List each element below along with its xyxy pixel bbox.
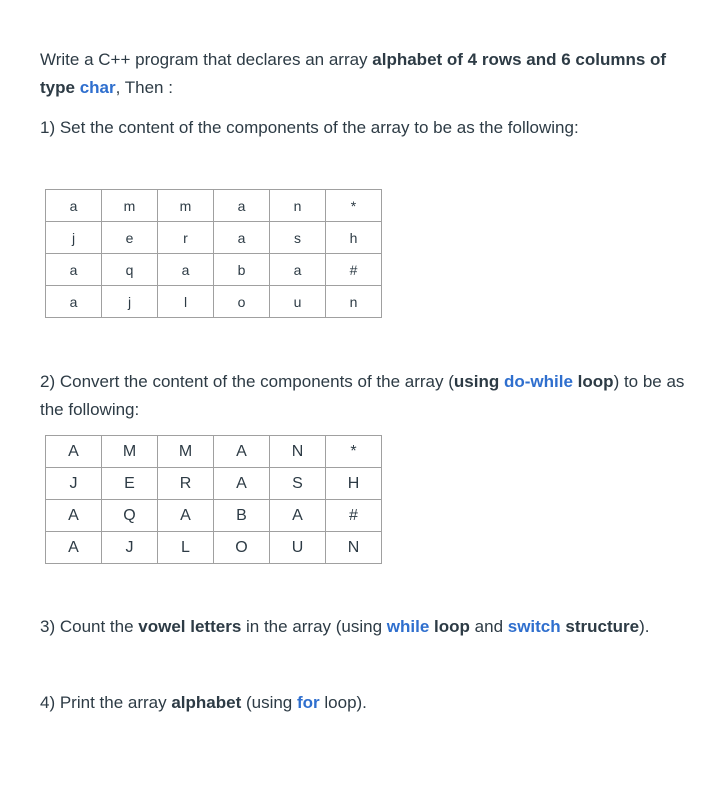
table-cell: A	[46, 532, 102, 564]
table-cell: j	[46, 222, 102, 254]
step1-text: 1) Set the content of the components of the array to be as the following:	[40, 118, 579, 137]
step3-bold-loop: loop	[434, 617, 470, 636]
step4-bold-alphabet: alphabet	[171, 693, 242, 712]
step4-text-2: (using	[241, 693, 297, 712]
step2-text-4: ) to be as the following:	[40, 372, 685, 419]
step2-bold-using: using	[453, 372, 500, 391]
step3-paragraph	[40, 613, 700, 641]
table-cell: A	[46, 436, 102, 468]
step4-paragraph	[40, 689, 700, 717]
table-cell: a	[46, 254, 102, 286]
table-row	[46, 500, 382, 532]
table-cell: S	[270, 468, 326, 500]
table-cell: m	[158, 190, 214, 222]
step2-keyword-do-while: do-while	[503, 372, 573, 391]
table-row	[46, 468, 382, 500]
table-cell: l	[158, 286, 214, 318]
step4-text-3: loop).	[319, 693, 367, 712]
table-cell: A	[214, 468, 270, 500]
intro-text-1: Write a C++ program that declares an array	[40, 50, 373, 69]
step4-text-1: 4) Print the array	[40, 693, 172, 712]
table-cell: a	[270, 254, 326, 286]
table-cell: R	[158, 468, 214, 500]
table-cell: *	[326, 190, 382, 222]
step3-text-4: and	[469, 617, 508, 636]
table-cell: e	[102, 222, 158, 254]
table-cell: B	[214, 500, 270, 532]
table-cell: A	[158, 500, 214, 532]
table-cell: A	[46, 500, 102, 532]
table-cell: M	[158, 436, 214, 468]
step3-text-1: 3) Count the	[40, 617, 139, 636]
step3-keyword-while: while	[386, 617, 430, 636]
table-cell: A	[270, 500, 326, 532]
table-cell: L	[158, 532, 214, 564]
step3-bold-structure: structure	[565, 617, 640, 636]
step4-keyword-for: for	[296, 693, 320, 712]
step1-paragraph	[40, 114, 700, 142]
table-cell: N	[270, 436, 326, 468]
step2-paragraph	[40, 368, 690, 424]
table-cell: H	[326, 468, 382, 500]
table-cell: h	[326, 222, 382, 254]
table-cell: J	[102, 532, 158, 564]
table-row	[46, 286, 382, 318]
step3-bold-vowel-letters: vowel letters	[138, 617, 242, 636]
table-cell: a	[46, 190, 102, 222]
table-cell: O	[214, 532, 270, 564]
table-cell: j	[102, 286, 158, 318]
table-cell: u	[270, 286, 326, 318]
table-cell: U	[270, 532, 326, 564]
table-row	[46, 254, 382, 286]
table-cell: E	[102, 468, 158, 500]
table-cell: #	[326, 500, 382, 532]
table-cell: s	[270, 222, 326, 254]
table-cell: n	[326, 286, 382, 318]
table-cell: a	[158, 254, 214, 286]
table-cell: a	[214, 222, 270, 254]
table-cell: n	[270, 190, 326, 222]
table-cell: J	[46, 468, 102, 500]
table-cell: Q	[102, 500, 158, 532]
step3-keyword-switch: switch	[507, 617, 561, 636]
table-cell: q	[102, 254, 158, 286]
table-cell: a	[214, 190, 270, 222]
table-row	[46, 532, 382, 564]
step3-text-2: in the array (using	[241, 617, 387, 636]
table-cell: M	[102, 436, 158, 468]
intro-bold-1: alphabet of 4 rows and 6 columns of type	[40, 50, 667, 97]
table-cell: a	[46, 286, 102, 318]
table-cell: b	[214, 254, 270, 286]
table-row	[46, 190, 382, 222]
table-row	[46, 222, 382, 254]
table-cell: *	[326, 436, 382, 468]
table-cell: A	[214, 436, 270, 468]
table-row	[46, 436, 382, 468]
array-table-lowercase	[45, 189, 382, 318]
intro-text-3: , Then :	[115, 78, 173, 97]
step2-text-1: 2) Convert the content of the components of the array (	[40, 372, 454, 391]
array-table-uppercase	[45, 435, 382, 564]
table-cell: o	[214, 286, 270, 318]
table-cell: #	[326, 254, 382, 286]
table-cell: N	[326, 532, 382, 564]
table-cell: m	[102, 190, 158, 222]
step2-bold-loop: loop	[577, 372, 614, 391]
table-cell: r	[158, 222, 214, 254]
intro-keyword-char: char	[79, 78, 116, 97]
step3-text-6: ).	[639, 617, 650, 636]
intro-paragraph	[40, 46, 700, 102]
